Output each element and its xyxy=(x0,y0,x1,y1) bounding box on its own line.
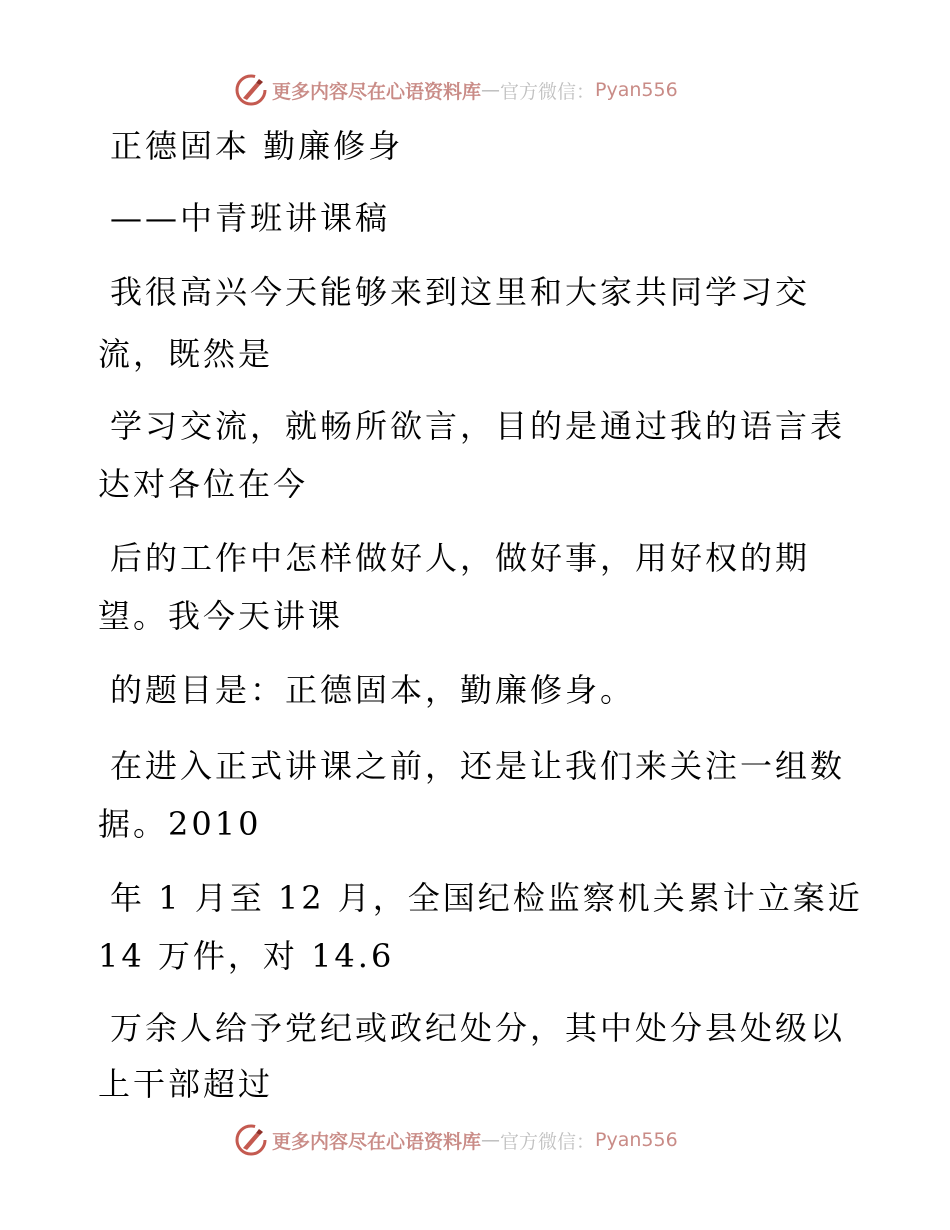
body-line: 万余人给予党纪或政纪处分，其中处分县处级以 xyxy=(110,1009,846,1047)
watermark-lead-text: 更多内容尽在心语资料库 xyxy=(272,1130,482,1153)
body-line: 达对各位在今 xyxy=(98,465,309,503)
watermark-banner-top xyxy=(234,72,678,108)
watermark-dash: — xyxy=(481,79,501,101)
document-subtitle: ——中青班讲课稿 xyxy=(110,199,391,237)
pen-logo-icon xyxy=(234,1123,268,1157)
body-line: 流，既然是 xyxy=(98,335,274,373)
body-line: 14 万件，对 14.6 xyxy=(98,937,395,975)
watermark-wechat-label: 官方微信： xyxy=(500,1130,596,1153)
body-line: 年 1 月至 12 月，全国纪检监察机关累计立案近 xyxy=(110,879,863,917)
body-line: 后的工作中怎样做好人，做好事，用好权的期 xyxy=(110,539,811,577)
watermark-lead-text: 更多内容尽在心语资料库 xyxy=(272,80,482,103)
body-line: 望。我今天讲课 xyxy=(98,597,344,635)
body-line: 我很高兴今天能够来到这里和大家共同学习交 xyxy=(110,273,811,311)
document-title: 正德固本 勤廉修身 xyxy=(110,127,404,165)
body-line: 学习交流，就畅所欲言，目的是通过我的语言表 xyxy=(110,407,846,445)
body-line: 上干部超过 xyxy=(98,1065,274,1103)
watermark-banner-bottom xyxy=(234,1122,678,1158)
watermark-wechat-id: Pyan556 xyxy=(595,79,678,101)
watermark-wechat-id: Pyan556 xyxy=(595,1129,678,1151)
watermark-wechat-label: 官方微信： xyxy=(500,80,596,103)
body-line: 在进入正式讲课之前，还是让我们来关注一组数 xyxy=(110,747,846,785)
watermark-dash: — xyxy=(481,1129,501,1151)
body-line: 据。2010 xyxy=(98,805,262,843)
pen-logo-icon xyxy=(234,73,268,107)
body-line: 的题目是：正德固本，勤廉修身。 xyxy=(110,671,636,709)
